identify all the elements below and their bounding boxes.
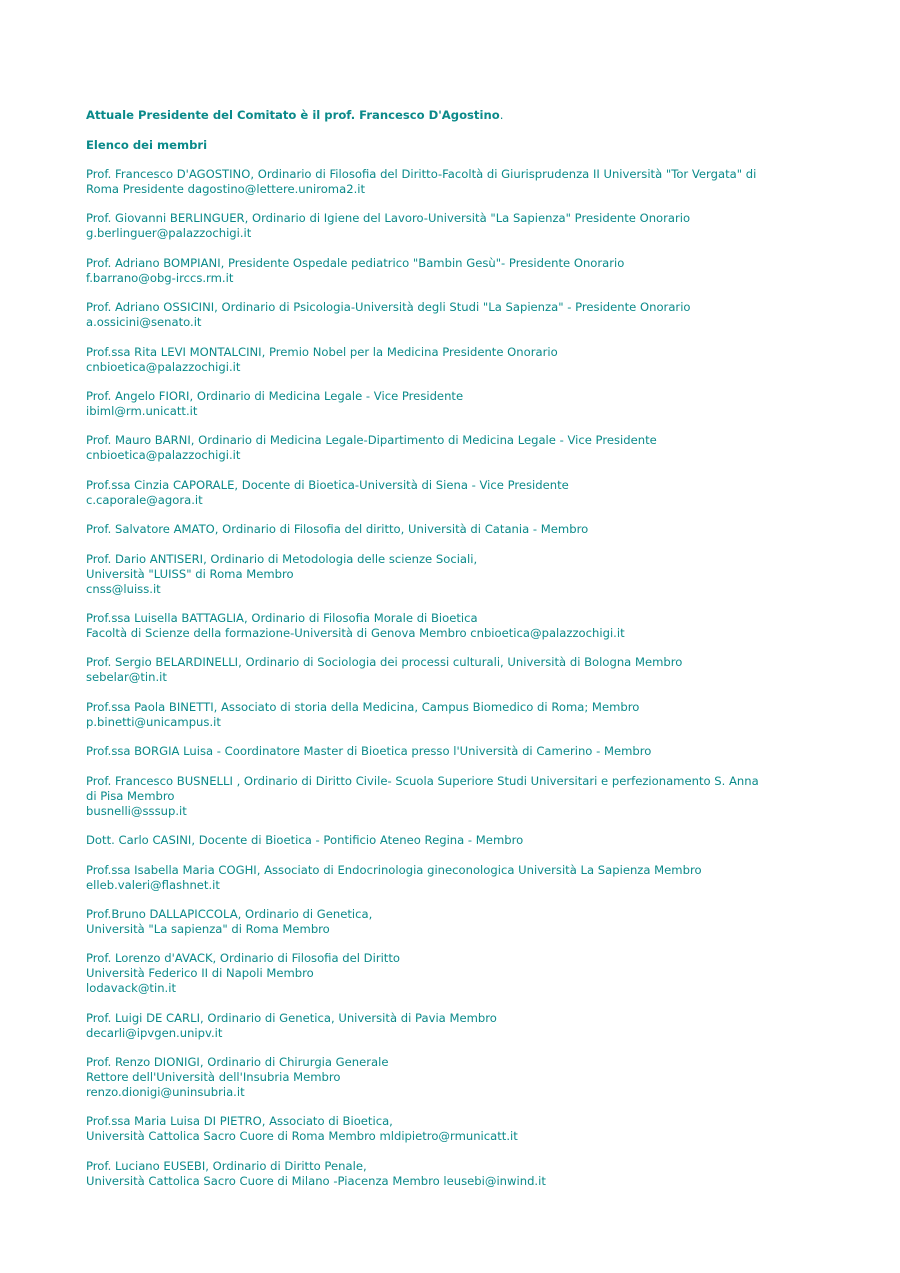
member-entry-line: Prof.Bruno DALLAPICCOLA, Ordinario di Genetica, xyxy=(86,907,373,921)
member-entry xyxy=(86,552,816,597)
member-entry xyxy=(86,389,816,419)
member-entry-line: Prof. Francesco BUSNELLI , Ordinario di Diritto Civile- Scuola Superiore Studi Universitari e perfezionamento S. Anna xyxy=(86,773,759,788)
member-entry-line: cnbioetica@palazzochigi.it xyxy=(86,448,241,463)
member-entry xyxy=(86,167,816,197)
member-entry-line: sebelar@tin.it xyxy=(86,670,167,685)
member-entry-line: Prof.ssa Rita LEVI MONTALCINI, Premio Nobel per la Medicina Presidente Onorario xyxy=(86,344,558,359)
member-entry-line: elleb.valeri@flashnet.it xyxy=(86,877,220,892)
member-entry xyxy=(86,522,816,537)
member-entry-line: Prof. Dario ANTISERI, Ordinario di Metodologia delle scienze Sociali, xyxy=(86,551,478,566)
member-entry xyxy=(86,774,816,819)
sentence-period: . xyxy=(499,108,504,122)
member-entry-line: Prof.ssa Paola BINETTI, Associato di storia della Medicina, Campus Biomedico di Roma; Membro xyxy=(86,699,640,714)
member-entry xyxy=(86,833,816,848)
member-entry xyxy=(86,300,816,330)
member-entry-line: Prof. Lorenzo d'AVACK, Ordinario di Filosofia del Diritto xyxy=(86,951,400,966)
member-entry-line: lodavack@tin.it xyxy=(86,981,176,996)
member-entry xyxy=(86,951,816,996)
member-entry-line: Rettore dell'Università dell'Insubria Membro xyxy=(86,1070,341,1085)
member-entry-line: g.berlinguer@palazzochigi.it xyxy=(86,226,252,241)
member-entry-line: Dott. Carlo CASINI, Docente di Bioetica - Pontificio Ateneo Regina - Membro xyxy=(86,833,524,848)
member-entry-line: p.binetti@unicampus.it xyxy=(86,714,221,729)
member-entry-line: Prof. Giovanni BERLINGUER, Ordinario di Igiene del Lavoro-Università "La Sapienza" Presidente Onorario xyxy=(86,211,691,226)
member-entry xyxy=(86,744,816,759)
member-entry-line: Prof. Luigi DE CARLI, Ordinario di Genetica, Università di Pavia Membro xyxy=(86,1010,497,1025)
member-entry-line: f.barrano@obg-irccs.rm.it xyxy=(86,270,234,285)
member-entry xyxy=(86,611,816,641)
member-entry-line: Facoltà di Scienze della formazione-Università di Genova Membro cnbioetica@palazzochigi.it xyxy=(86,625,625,640)
member-entry-line: cnbioetica@palazzochigi.it xyxy=(86,359,241,374)
member-entry-line: Prof.ssa Maria Luisa DI PIETRO, Associato di Bioetica, xyxy=(86,1114,393,1129)
member-entry xyxy=(86,1159,816,1189)
member-entry-line: di Pisa Membro xyxy=(86,788,175,803)
president-sentence: Attuale Presidente del Comitato è il prof. Francesco D'Agostino xyxy=(86,108,500,122)
member-entry xyxy=(86,1011,816,1041)
member-entry xyxy=(86,655,816,685)
member-entry-line: c.caporale@agora.it xyxy=(86,492,203,507)
members-heading: Elenco dei membri xyxy=(86,137,208,152)
member-entry-line: Prof. Angelo FIORI, Ordinario di Medicina Legale - Vice Presidente xyxy=(86,389,464,404)
member-entry-line: Università "La sapienza" di Roma Membro xyxy=(86,921,330,936)
member-entry-line: Prof. Francesco D'AGOSTINO, Ordinario di Filosofia del Diritto-Facoltà di Giurisprudenza II Università "Tor Vergata" di xyxy=(86,167,757,181)
member-entry-line: Prof.ssa BORGIA Luisa - Coordinatore Master di Bioetica presso l'Università di Camerino - Membro xyxy=(86,744,652,759)
member-entry-line: a.ossicini@senato.it xyxy=(86,315,202,330)
member-entry xyxy=(86,433,816,463)
member-entry xyxy=(86,863,816,893)
member-entry xyxy=(86,256,816,286)
member-entry-line: ibiml@rm.unicatt.it xyxy=(86,403,198,418)
member-entry-line: Università Cattolica Sacro Cuore di Roma Membro mldipietro@rmunicatt.it xyxy=(86,1129,518,1144)
member-entry-line: Roma Presidente dagostino@lettere.uniroma2.it xyxy=(86,181,366,196)
member-entry-line: Università Cattolica Sacro Cuore di Milano -Piacenza Membro leusebi@inwind.it xyxy=(86,1173,546,1188)
member-entry-line: Prof.ssa Luisella BATTAGLIA, Ordinario di Filosofia Morale di Bioetica xyxy=(86,611,478,626)
member-entry-line: Prof. Adriano BOMPIANI, Presidente Ospedale pediatrico "Bambin Gesù"- Presidente Onorario xyxy=(86,255,625,270)
president-statement xyxy=(86,108,816,123)
member-entry xyxy=(86,1055,816,1100)
member-entry-line: renzo.dionigi@uninsubria.it xyxy=(86,1084,245,1099)
member-entry-line: Prof.ssa Cinzia CAPORALE, Docente di Bioetica-Università di Siena - Vice Presidente xyxy=(86,477,569,492)
member-entry xyxy=(86,345,816,375)
member-entry-line: Prof. Mauro BARNI, Ordinario di Medicina Legale-Dipartimento di Medicina Legale - Vice Presidente xyxy=(86,433,657,448)
members-list xyxy=(86,167,816,1189)
member-entry-line: Prof. Sergio BELARDINELLI, Ordinario di Sociologia dei processi culturali, Università di Bologna Membro xyxy=(86,655,683,670)
member-entry-line: Prof. Salvatore AMATO, Ordinario di Filosofia del diritto, Università di Catania - Membro xyxy=(86,522,589,537)
member-entry-line: Prof. Luciano EUSEBI, Ordinario di Diritto Penale, xyxy=(86,1158,367,1173)
member-entry-line: Prof.ssa Isabella Maria COGHI, Associato di Endocrinologia gineconologica Università La Sapienza Membro xyxy=(86,862,702,877)
document-body xyxy=(86,108,816,1203)
member-entry-line: Prof. Renzo DIONIGI, Ordinario di Chirurgia Generale xyxy=(86,1055,389,1070)
member-entry xyxy=(86,1114,816,1144)
member-entry xyxy=(86,211,816,241)
member-entry xyxy=(86,907,816,937)
member-entry-line: busnelli@sssup.it xyxy=(86,803,187,818)
member-entry-line: decarli@ipvgen.unipv.it xyxy=(86,1025,223,1040)
member-entry-line: Prof. Adriano OSSICINI, Ordinario di Psicologia-Università degli Studi "La Sapienza" - Presidente Onorario xyxy=(86,300,691,315)
member-entry-line: Università "LUISS" di Roma Membro xyxy=(86,566,294,581)
member-entry-line: cnss@luiss.it xyxy=(86,581,161,596)
member-entry xyxy=(86,700,816,730)
member-entry xyxy=(86,478,816,508)
member-entry-line: Università Federico II di Napoli Membro xyxy=(86,966,314,981)
